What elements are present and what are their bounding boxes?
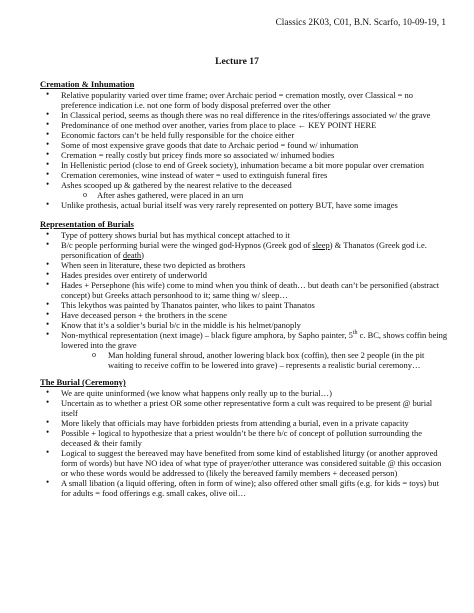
sub-list-item: o After ashes gathered, were placed in an urn xyxy=(75,190,450,200)
list-item: • Unlike prothesis, actual burial itself was very rarely represented on pottery BUT, have some images xyxy=(40,200,450,210)
section-the-burial-ceremony xyxy=(40,377,450,498)
list-item-text: Ashes scooped up & gathered by the nearest relative to the deceased xyxy=(61,179,292,190)
bullet-list xyxy=(40,388,450,499)
text-run: ) & Thanatos (Greek god i.e. personification of xyxy=(61,239,427,260)
list-item: • Economic factors can’t be held fully responsible for the choice either xyxy=(40,130,450,140)
list-item: • Relative popularity varied over time frame; over Archaic period = cremation mostly, over Classical = no preference indication i.e. not one form of body disposal preferred over the other xyxy=(40,90,450,110)
list-item: • Some of most expensive grave goods that date to Archaic period = found w/ inhumation xyxy=(40,140,450,150)
list-item: • In Classical period, seems as though there was no real difference in the rites/offerings associated w/ the grave xyxy=(40,110,450,120)
sub-list-item: o Man holding funeral shroud, another lowering black box (coffin), then see 2 people (in the pit waiting to receive coffin to be lowered into grave) – represents a realistic burial ceremony… xyxy=(83,350,450,370)
list-item: • Possible + logical to hypothesize that a priest wouldn’t be there b/c of concept of pollution surrounding the deceased & their family xyxy=(40,428,450,448)
bullet-list xyxy=(40,90,450,211)
list-item: • Predominance of one method over another, varies from place to place ← KEY POINT HERE xyxy=(40,120,450,130)
text-run: B/c people performing burial were the winged god-Hypnos (Greek god of xyxy=(61,239,313,250)
section-heading: Representation of Burials xyxy=(40,219,134,230)
list-item: • When seen in literature, these two depicted as brothers xyxy=(40,260,450,270)
list-item xyxy=(40,180,450,200)
list-item: • More likely that officials may have forbidden priests from attending a burial, even in a private capacity xyxy=(40,418,450,428)
text-run: Non-mythical representation (next image) – black figure amphora, by Sapho painter, 5 xyxy=(61,330,353,341)
section-cremation-inhumation xyxy=(40,79,450,210)
list-item: • In Hellenistic period (close to end of Greek society), inhumation became a bit more popular over cremation xyxy=(40,160,450,170)
list-item: • Know that it’s a soldier’s burial b/c in the middle is his helmet/panoply xyxy=(40,320,450,330)
list-item xyxy=(40,240,450,260)
list-item: • Cremation = really costly but pricey finds more so associated w/ inhumed bodies xyxy=(40,150,450,160)
list-item: • Hades + Persephone (his wife) come to mind when you think of death… but death can’t be personified (abstract concept) but Greeks attach personhood to it; same thing w/ sleep… xyxy=(40,280,450,300)
underlined-word: death xyxy=(122,249,142,260)
sub-list xyxy=(83,350,450,370)
list-item: • Uncertain as to whether a priest OR some other representative form a cult was required to be present @ burial itself xyxy=(40,398,450,418)
list-item: • Type of pottery shows burial but has mythical concept attached to it xyxy=(40,230,450,240)
bullet-list xyxy=(40,230,450,371)
underlined-word: sleep xyxy=(312,239,330,250)
page-title: Lecture 17 xyxy=(215,56,259,67)
page-header: Classics 2K03, C01, B.N. Scarfo, 10-09-19, 1 xyxy=(275,18,446,28)
text-run: ) xyxy=(141,249,144,260)
section-representation-of-burials xyxy=(40,219,450,370)
list-item: • Have deceased person + the brothers in the scene xyxy=(40,310,450,320)
text-run: c. BC, shows coffin being lowered into the grave xyxy=(61,330,448,351)
superscript: th xyxy=(352,330,358,337)
list-item: • Cremation ceremonies, wine instead of water = used to extinguish funeral fires xyxy=(40,170,450,180)
sub-list xyxy=(75,190,450,200)
list-item: • Logical to suggest the bereaved may have benefited from some kind of established liturgy (or another approved form of words) but have NO idea of what type of prayer/other utterance was considered suitable @ this occasion or who these words would be addressed to (likely the bereaved family members + deceased person) xyxy=(40,448,450,478)
list-item xyxy=(40,330,450,370)
list-item: • A small libation (a liquid offering, often in form of wine); also offered other small gifts (e.g. for kids = toys) but for adults = food offerings e.g. small cakes, olive oil… xyxy=(40,478,450,498)
section-heading: The Burial (Ceremony) xyxy=(40,377,126,388)
document-body xyxy=(40,79,450,498)
section-heading: Cremation & Inhumation xyxy=(40,79,135,89)
list-item: • This lekythos was painted by Thanatos painter, who likes to paint Thanatos xyxy=(40,300,450,310)
list-item: • Hades presides over entirety of underworld xyxy=(40,270,450,280)
list-item: • We are quite uninformed (we know what happens only really up to the burial…) xyxy=(40,388,450,398)
